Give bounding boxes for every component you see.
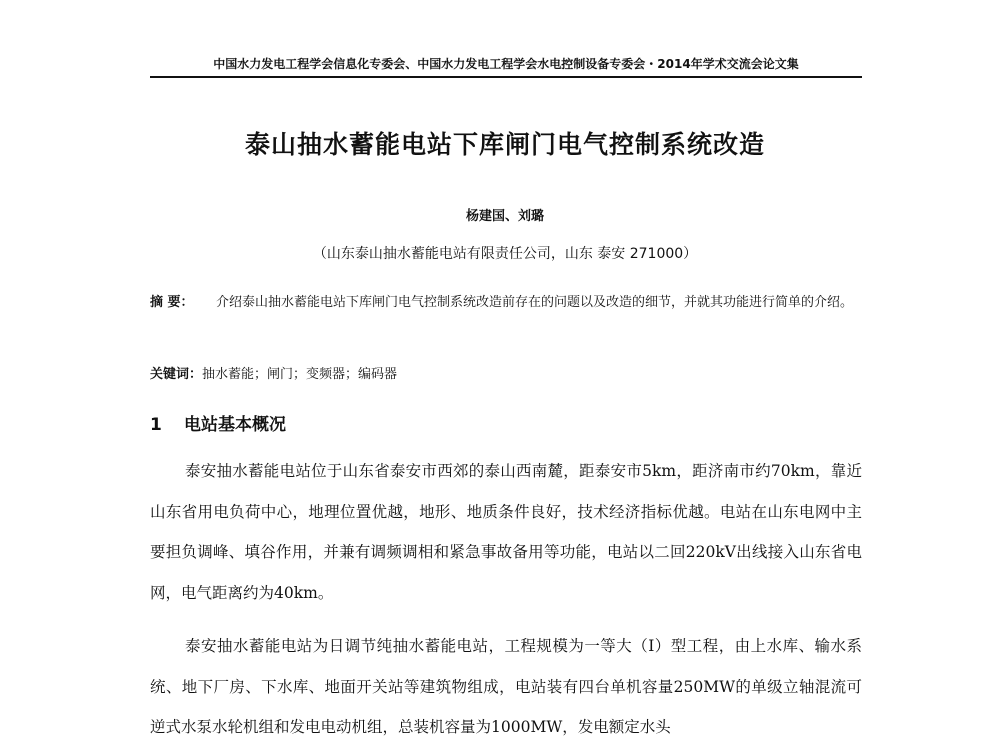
abstract xyxy=(150,290,862,315)
running-header: 中国水力发电工程学会信息化专委会、中国水力发电工程学会水电控制设备专委会・2014年学术交流会论文集 xyxy=(213,57,799,71)
affiliation: （山东泰山抽水蓄能电站有限责任公司，山东 泰安 271000） xyxy=(312,246,698,262)
section-heading xyxy=(150,412,862,438)
keywords xyxy=(150,364,862,386)
keywords-label: 关键词： xyxy=(150,367,203,382)
section-number: 1 xyxy=(150,415,162,435)
body-paragraph: 泰安抽水蓄能电站位于山东省泰安市西郊的泰山西南麓，距泰安市5km，距济南市约70km，靠近山东省用电负荷中心，地理位置优越，地形、地质条件良好，技术经济指标优越。电站在山东电网中主要担负调峰、填谷作用，并兼有调频调相和紧急事故备用等功能，电站以二回220kV出线接入山东省电网，电气距离约为40km。 xyxy=(150,462,862,602)
body-paragraph: 泰安抽水蓄能电站为日调节纯抽水蓄能电站，工程规模为一等大（Ⅰ）型工程，由上水库、输水系统、地下厂房、下水库、地面开关站等建筑物组成，电站装有四台单机容量250MW的单级立轴混流可逆式水泵水轮机组和发电电动机组，总装机容量为1000MW，发电额定水头 xyxy=(150,637,862,736)
keywords-text: 抽水蓄能；闸门；变频器；编码器 xyxy=(202,367,398,382)
authors: 杨建国、刘璐 xyxy=(465,209,544,224)
paper-title: 泰山抽水蓄能电站下库闸门电气控制系统改造 xyxy=(244,130,765,159)
abstract-label: 摘 要： xyxy=(150,295,194,310)
abstract-text: 介绍泰山抽水蓄能电站下库闸门电气控制系统改造前存在的问题以及改造的细节，并就其功能进行简单的介绍。 xyxy=(216,295,854,310)
header-rule xyxy=(150,76,862,78)
section-title: 电站基本概况 xyxy=(184,415,286,435)
